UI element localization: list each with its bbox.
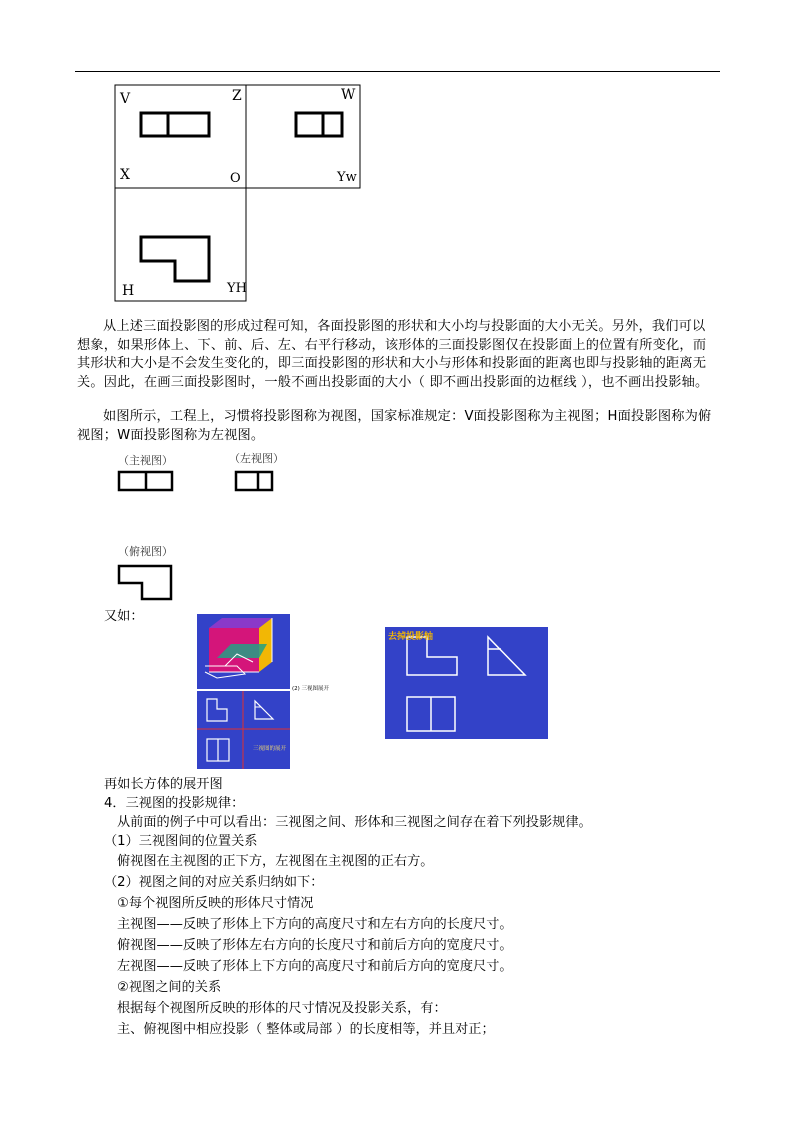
also-label: 又如： <box>104 609 144 624</box>
caption-top-view: （俯视图） <box>118 545 173 558</box>
intro-line: 从前面的例子中可以看出：三视图之间、形体和三视图之间存在着下列投影规律。 <box>117 815 592 830</box>
label-v: V <box>120 91 131 107</box>
left-view-text: 左视图——反映了形体上下方向的高度尺寸和前后方向的宽度尺寸。 <box>117 959 513 974</box>
caption-left-view: （左视图） <box>229 452 284 465</box>
circle-2-heading: ②视图之间的关系 <box>117 980 222 995</box>
front-view-shape <box>116 470 176 494</box>
left-view-shape <box>233 470 277 494</box>
remove-axis-image <box>385 627 548 739</box>
paragraph-1: 从上述三面投影图的形成过程可知，各面投影图的形状和大小均与投影面的大小无关。另外，我们可以想象，如果形体上、下、前、后、左、右平行移动，该形体的三面投影图仅在投影面上的位置有所变化，而其形状和大小是不会发生变化的，即三面投影图的形状和大小与形体和投影面的距离也即与投影轴的距离无关。因此，在画三面投影图时，一般不画出投影面的大小（ 即不画出投影面的边框线 ），也不画出投影轴。 <box>77 319 709 390</box>
w-view-rect <box>296 113 342 136</box>
label-w: W <box>341 87 356 103</box>
front-view-text: 主视图——反映了形体上下方向的高度尺寸和左右方向的长度尺寸。 <box>117 917 513 932</box>
subsection-2-heading: （2）视图之间的对应关系归纳如下： <box>104 875 324 890</box>
label-yh: YH <box>227 281 247 296</box>
top-view-text: 俯视图——反映了形体左右方向的长度尺寸和前后方向的宽度尺寸。 <box>117 938 513 953</box>
top-view-shape <box>116 563 176 603</box>
paragraph-2: 如图所示，工程上，习惯将投影图称为视图，国家标准规定：V面投影图称为主视图；H面投影图称为俯视图；W面投影图称为左视图。 <box>77 409 712 443</box>
header-rule <box>75 71 720 72</box>
label-z: Z <box>232 88 242 104</box>
h-view-shape <box>141 237 209 281</box>
length-equal-text: 主、俯视图中相应投影（ 整体或局部 ）的长度相等，并且对正； <box>117 1022 495 1037</box>
three-view-unfold-image <box>197 691 290 769</box>
circle-1-heading: ①每个视图所反映的形体尺寸情况 <box>117 896 314 911</box>
three-view-unfold-text: 三视图的展开 <box>253 746 287 752</box>
label-o: O <box>230 171 241 186</box>
label-h: H <box>122 283 135 299</box>
projection-diagram <box>110 80 365 305</box>
relation-intro-text: 根据每个视图所反映的形体的尺寸情况及投影关系，有： <box>117 1001 447 1016</box>
cuboid-line: 再如长方体的展开图 <box>104 777 223 792</box>
section-4-heading: 4．三视图的投影规律： <box>104 796 245 811</box>
remove-axis-title: 去掉投影轴 <box>388 632 434 642</box>
label-yw: Yw <box>337 170 357 185</box>
caption-front-view: （主视图） <box>118 454 173 467</box>
cube-unfold-caption: (2) 三视图展开 <box>292 686 330 692</box>
v-view-rect <box>141 113 209 136</box>
subsection-1-heading: （1）三视图间的位置关系 <box>104 834 258 849</box>
label-x: X <box>120 167 130 183</box>
subsection-1-text: 俯视图在主视图的正下方，左视图在主视图的正右方。 <box>117 854 434 869</box>
cube-unfold-image <box>197 614 290 689</box>
